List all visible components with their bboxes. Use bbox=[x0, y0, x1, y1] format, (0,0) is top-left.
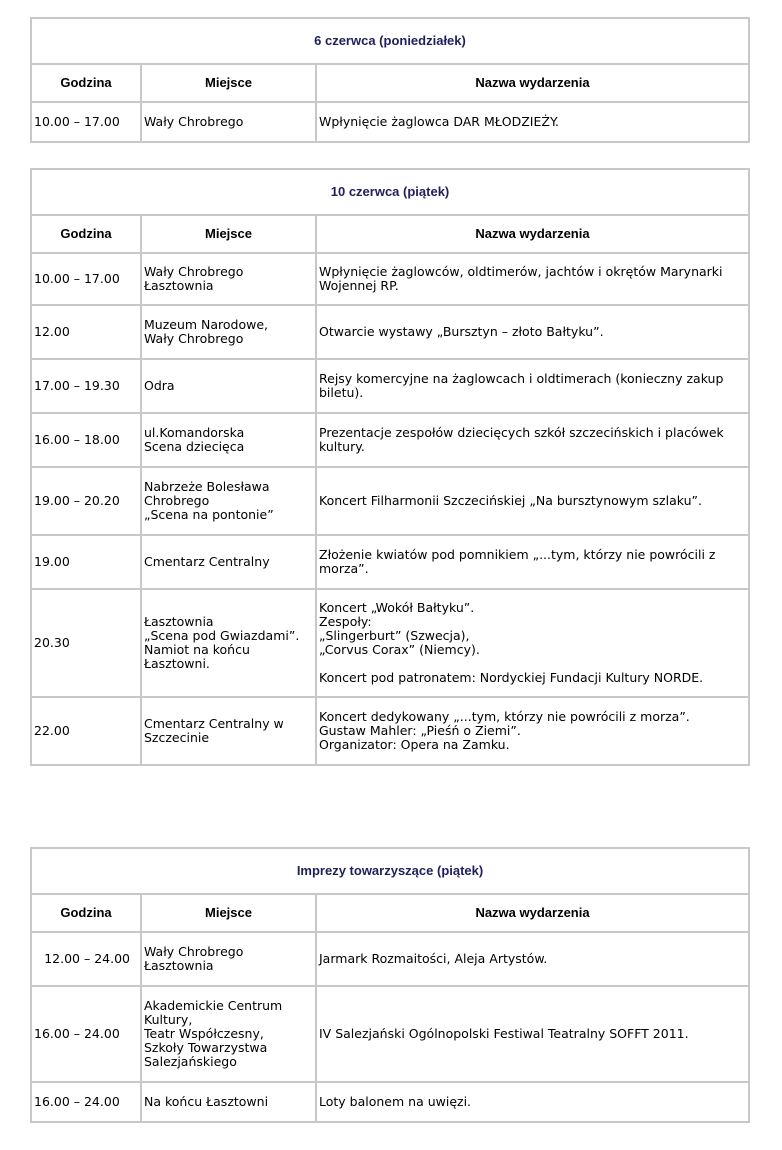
table-row bbox=[31, 102, 749, 142]
place-line: Scena dziecięca bbox=[144, 439, 245, 454]
event-line: Koncert dedykowany „...tym, którzy nie powrócili z morza”. bbox=[319, 709, 690, 724]
place-cell bbox=[141, 535, 316, 589]
schedule-table-june-10 bbox=[30, 168, 750, 766]
table-row bbox=[31, 253, 749, 305]
place-cell bbox=[141, 413, 316, 467]
event-line: Koncert Filharmonii Szczecińskiej „Na bursztynowym szlaku”. bbox=[319, 493, 702, 508]
table-row bbox=[31, 467, 749, 535]
event-line: Gustaw Mahler: „Pieśń o Ziemi”. bbox=[319, 723, 521, 738]
event-line: kultury. bbox=[319, 439, 365, 454]
event-line: Zespoły: bbox=[319, 614, 372, 629]
place-cell bbox=[141, 253, 316, 305]
place-cell bbox=[141, 467, 316, 535]
time-cell: 22.00 bbox=[31, 697, 141, 765]
time-cell: 10.00 – 17.00 bbox=[31, 253, 141, 305]
table-row bbox=[31, 697, 749, 765]
event-cell bbox=[316, 102, 749, 142]
column-header-time: Godzina bbox=[31, 64, 141, 102]
place-cell bbox=[141, 932, 316, 986]
event-cell bbox=[316, 467, 749, 535]
event-line: „Slingerburt” (Szwecja), bbox=[319, 628, 470, 643]
event-cell bbox=[316, 986, 749, 1082]
time-cell: 16.00 – 24.00 bbox=[31, 1082, 141, 1122]
column-header-event: Nazwa wydarzenia bbox=[316, 894, 749, 932]
event-line: Wpłynięcie żaglowca DAR MŁODZIEŻY. bbox=[319, 114, 560, 129]
line-gap bbox=[319, 657, 746, 671]
event-line: Jarmark Rozmaitości, Aleja Artystów. bbox=[319, 951, 548, 966]
place-cell bbox=[141, 102, 316, 142]
column-header-event: Nazwa wydarzenia bbox=[316, 64, 749, 102]
place-line: Łasztownia bbox=[144, 614, 214, 629]
place-line: Wały Chrobrego bbox=[144, 114, 244, 129]
event-cell bbox=[316, 253, 749, 305]
place-line: Salezjańskiego bbox=[144, 1054, 237, 1069]
place-line: Teatr Współczesny, bbox=[144, 1026, 264, 1041]
event-line: Prezentacje zespołów dziecięcych szkół szczecińskich i placówek bbox=[319, 425, 724, 440]
column-header-time: Godzina bbox=[31, 894, 141, 932]
event-line: Organizator: Opera na Zamku. bbox=[319, 737, 510, 752]
event-cell bbox=[316, 1082, 749, 1122]
place-line: Wały Chrobrego bbox=[144, 331, 244, 346]
time-cell: 10.00 – 17.00 bbox=[31, 102, 141, 142]
place-line: Łasztowni. bbox=[144, 656, 210, 671]
time-cell: 19.00 bbox=[31, 535, 141, 589]
event-line: Rejsy komercyjne na żaglowcach i oldtimerach (konieczny zakup bbox=[319, 371, 724, 386]
place-line: Szczecinie bbox=[144, 730, 210, 745]
place-line: Na końcu Łasztowni bbox=[144, 1094, 269, 1109]
time-cell: 20.30 bbox=[31, 589, 141, 697]
place-line: „Scena pod Gwiazdami”. bbox=[144, 628, 300, 643]
event-line: Wpłynięcie żaglowców, oldtimerów, jachtów i okrętów Marynarki bbox=[319, 264, 723, 279]
time-cell: 16.00 – 18.00 bbox=[31, 413, 141, 467]
event-line: biletu). bbox=[319, 385, 364, 400]
table-row bbox=[31, 986, 749, 1082]
event-line: IV Salezjański Ogólnopolski Festiwal Teatralny SOFFT 2011. bbox=[319, 1026, 689, 1041]
time-cell: 12.00 bbox=[31, 305, 141, 359]
table-row bbox=[31, 589, 749, 697]
section-title: Imprezy towarzyszące (piątek) bbox=[31, 848, 749, 894]
table-row bbox=[31, 1082, 749, 1122]
place-line: Nabrzeże Bolesława bbox=[144, 479, 270, 494]
event-line: Wojennej RP. bbox=[319, 278, 399, 293]
event-cell bbox=[316, 697, 749, 765]
column-header-place: Miejsce bbox=[141, 215, 316, 253]
table-row bbox=[31, 413, 749, 467]
place-line: Kultury, bbox=[144, 1012, 193, 1027]
place-cell bbox=[141, 986, 316, 1082]
event-cell bbox=[316, 359, 749, 413]
event-cell bbox=[316, 305, 749, 359]
place-line: Chrobrego bbox=[144, 493, 210, 508]
place-cell bbox=[141, 697, 316, 765]
column-header-event: Nazwa wydarzenia bbox=[316, 215, 749, 253]
place-line: Wały Chrobrego bbox=[144, 944, 244, 959]
place-line: Cmentarz Centralny w bbox=[144, 716, 284, 731]
column-header-place: Miejsce bbox=[141, 64, 316, 102]
time-cell: 17.00 – 19.30 bbox=[31, 359, 141, 413]
event-cell bbox=[316, 589, 749, 697]
place-line: Szkoły Towarzystwa bbox=[144, 1040, 268, 1055]
place-line: Namiot na końcu bbox=[144, 642, 250, 657]
place-line: Odra bbox=[144, 378, 175, 393]
time-cell: 12.00 – 24.00 bbox=[31, 932, 141, 986]
schedule-table-side-events bbox=[30, 847, 750, 1123]
place-line: Wały Chrobrego bbox=[144, 264, 244, 279]
place-line: Muzeum Narodowe, bbox=[144, 317, 269, 332]
place-line: „Scena na pontonie” bbox=[144, 507, 274, 522]
column-header-time: Godzina bbox=[31, 215, 141, 253]
schedule-table-june-6 bbox=[30, 17, 750, 143]
event-line: Złożenie kwiatów pod pomnikiem „...tym, którzy nie powrócili z bbox=[319, 547, 716, 562]
place-line: Cmentarz Centralny bbox=[144, 554, 270, 569]
event-line: Koncert „Wokół Bałtyku”. bbox=[319, 600, 475, 615]
event-line: Koncert pod patronatem: Nordyckiej Fundacji Kultury NORDE. bbox=[319, 670, 704, 685]
place-line: Łasztownia bbox=[144, 278, 214, 293]
place-line: Łasztownia bbox=[144, 958, 214, 973]
place-cell bbox=[141, 1082, 316, 1122]
table-row bbox=[31, 305, 749, 359]
section-title: 10 czerwca (piątek) bbox=[31, 169, 749, 215]
table-row bbox=[31, 359, 749, 413]
event-cell bbox=[316, 535, 749, 589]
event-line: morza”. bbox=[319, 561, 369, 576]
event-cell bbox=[316, 413, 749, 467]
table-row bbox=[31, 535, 749, 589]
place-line: Akademickie Centrum bbox=[144, 998, 283, 1013]
event-line: „Corvus Corax” (Niemcy). bbox=[319, 642, 480, 657]
time-cell: 19.00 – 20.20 bbox=[31, 467, 141, 535]
event-line: Otwarcie wystawy „Bursztyn – złoto Bałtyku”. bbox=[319, 324, 604, 339]
section-title: 6 czerwca (poniedziałek) bbox=[31, 18, 749, 64]
place-cell bbox=[141, 305, 316, 359]
place-line: ul.Komandorska bbox=[144, 425, 245, 440]
column-header-place: Miejsce bbox=[141, 894, 316, 932]
event-line: Loty balonem na uwięzi. bbox=[319, 1094, 472, 1109]
time-cell: 16.00 – 24.00 bbox=[31, 986, 141, 1082]
place-cell bbox=[141, 359, 316, 413]
event-cell bbox=[316, 932, 749, 986]
place-cell bbox=[141, 589, 316, 697]
table-row bbox=[31, 932, 749, 986]
